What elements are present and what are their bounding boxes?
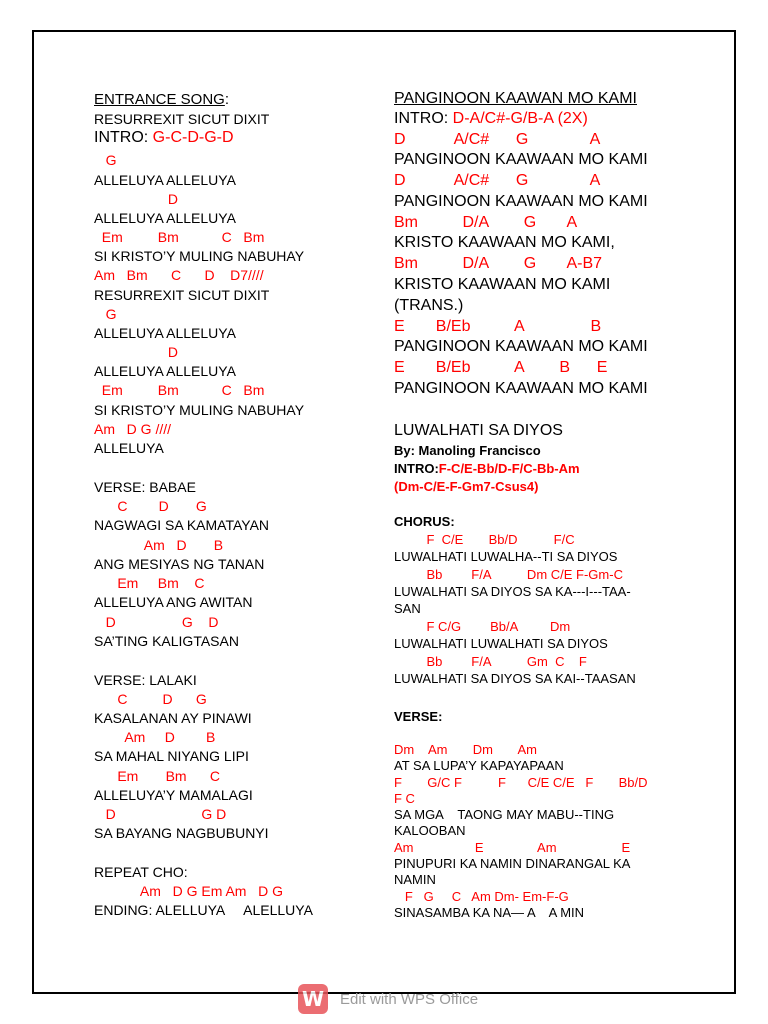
chord-line: F C/E Bb/D F/C	[394, 532, 575, 547]
chord-line: D G D	[94, 806, 227, 822]
chord-line: F G C Am Dm- Em-F-G	[394, 889, 569, 904]
lyric-line: LUWALHATI LUWALHA--TI SA DIYOS	[394, 549, 618, 564]
chord-line: Bb F/A Gm C F	[394, 654, 587, 669]
lyric-line: KASALANAN AY PINAWI	[94, 710, 252, 726]
chord-line: E B/Eb A B E	[394, 359, 608, 376]
chord-line: D	[94, 344, 179, 360]
chord-line: D A/C# G A	[394, 131, 601, 148]
lyric-line: ALLELUYA	[94, 440, 164, 456]
document-page	[32, 30, 736, 994]
song-title-row	[94, 92, 229, 107]
intro-chords-continued: (Dm-C/E-F-Gm7-Csus4)	[394, 479, 539, 494]
lyric-line: NAMIN	[394, 872, 436, 887]
lyric-line: SI KRISTO’Y MULING NABUHAY	[94, 248, 305, 264]
lyric-line: PANGINOON KAAWAAN MO KAMI	[394, 193, 648, 210]
chord-line: F C	[394, 791, 415, 806]
chord-line: Am D G Em Am D G	[94, 883, 284, 899]
chord-line: F G/C F F C/E C/E F Bb/D	[394, 775, 648, 790]
intro-chords: F-C/E-Bb/D-F/C-Bb-Am	[438, 461, 580, 476]
lyric-line: REPEAT CHO:	[94, 864, 188, 880]
lyric-line: VERSE: BABAE	[94, 479, 196, 495]
lyric-line: PANGINOON KAAWAAN MO KAMI	[394, 151, 648, 168]
chord-line: Am Bm C D D7////	[94, 267, 264, 283]
chord-line: Dm Am Dm Am	[394, 742, 538, 757]
lyric-line: LUWALHATI LUWALHATI SA DIYOS	[394, 636, 608, 651]
chord-line: Em Bm C Bm	[94, 229, 265, 245]
lyric-line: KRISTO KAAWAAN MO KAMI	[394, 276, 611, 293]
wps-footer[interactable]	[298, 983, 478, 1015]
chord-line: Em Bm C	[94, 575, 205, 591]
lyric-line: NAGWAGI SA KAMATAYAN	[94, 517, 270, 533]
lyric-line: SAN	[394, 601, 421, 616]
lyric-line: KALOOBAN	[394, 823, 466, 838]
lyric-line: KRISTO KAAWAAN MO KAMI,	[394, 234, 615, 251]
lyric-line: SA’TING KALIGTASAN	[94, 633, 239, 649]
intro-chords: D-A/C#-G/B-A (2X)	[452, 110, 588, 127]
intro-row	[94, 130, 234, 146]
lyric-line: SINASAMBA KA NA— A A MIN	[394, 905, 585, 920]
lyric-line: LUWALHATI SA DIYOS SA KAI--TAASAN	[394, 671, 636, 686]
lyric-line: ALLELUYA’Y MAMALAGI	[94, 787, 253, 803]
intro-label: INTRO:	[394, 461, 439, 476]
chord-line: E B/Eb A B	[394, 318, 602, 335]
chord-line: Am E Am E	[394, 840, 631, 855]
chord-line: Bb F/A Dm C/E F-Gm-C	[394, 567, 623, 582]
chord-line: C D G	[94, 691, 207, 707]
chord-line: C D G	[94, 498, 207, 514]
lyric-line: ANG MESIYAS NG TANAN	[94, 556, 265, 572]
song-title: PANGINOON KAAWAN MO KAMI	[394, 90, 637, 107]
chord-line: G	[94, 306, 117, 322]
lyric-line: LUWALHATI SA DIYOS SA KA---I---TAA-	[394, 584, 631, 599]
song-title-colon: :	[224, 91, 230, 108]
chord-line: D A/C# G A	[394, 172, 601, 189]
wps-office-icon: W	[298, 984, 328, 1014]
intro-row	[394, 111, 588, 127]
lyric-line: SA BAYANG NAGBUBUNYI	[94, 825, 269, 841]
chord-line: Bm D/A G A	[394, 214, 578, 231]
chord-line: Em Bm C	[94, 768, 221, 784]
lyric-line: PANGINOON KAAWAAN MO KAMI	[394, 380, 648, 397]
lyric-line: AT SA LUPA’Y KAPAYAPAAN	[394, 758, 564, 773]
chord-line: Am D B	[94, 537, 224, 553]
chord-line: G	[94, 152, 117, 168]
intro-row	[394, 462, 580, 475]
lyric-line: SA MGA TAONG MAY MABU--TING	[394, 807, 615, 822]
intro-chords: G-C-D-G-D	[152, 129, 234, 146]
verse-label: VERSE:	[394, 709, 443, 724]
chord-line: D G D	[94, 614, 219, 630]
lyric-line: ALLELUYA ALLELUYA	[94, 172, 236, 188]
song-title: ENTRANCE SONG	[94, 91, 225, 108]
chord-line: F C/G Bb/A Dm	[394, 619, 571, 634]
song-subtitle: RESURREXIT SICUT DIXIT	[94, 111, 270, 127]
chord-line: Bm D/A G A-B7	[394, 255, 603, 272]
wps-edit-link[interactable]: Edit with WPS Office	[340, 990, 479, 1008]
chord-line: Em Bm C Bm	[94, 382, 265, 398]
intro-label: INTRO:	[94, 129, 153, 146]
lyric-line: ENDING: ALELLUYA ALELLUYA	[94, 902, 313, 918]
song-title: LUWALHATI SA DIYOS	[394, 422, 563, 439]
lyric-line: ALLELUYA ALLELUYA	[94, 210, 236, 226]
lyric-line: PANGINOON KAAWAAN MO KAMI	[394, 338, 648, 355]
lyric-line: ALLELUYA ALLELUYA	[94, 325, 236, 341]
intro-label: INTRO:	[394, 110, 453, 127]
lyric-line: VERSE: LALAKI	[94, 672, 197, 688]
chord-line: Am D B	[94, 729, 216, 745]
chord-line: Am D G ////	[94, 421, 172, 437]
chord-line: D	[94, 191, 179, 207]
lyric-line: PINUPURI KA NAMIN DINARANGAL KA	[394, 856, 631, 871]
chorus-label: CHORUS:	[394, 514, 455, 529]
lyric-line: SI KRISTO’Y MULING NABUHAY	[94, 402, 305, 418]
lyric-line: RESURREXIT SICUT DIXIT	[94, 287, 270, 303]
lyric-line: ALLELUYA ALLELUYA	[94, 363, 236, 379]
lyric-line: (TRANS.)	[394, 297, 464, 314]
lyric-line: ALLELUYA ANG AWITAN	[94, 594, 253, 610]
song-author: By: Manoling Francisco	[394, 443, 541, 458]
lyric-line: SA MAHAL NIYANG LIPI	[94, 748, 249, 764]
